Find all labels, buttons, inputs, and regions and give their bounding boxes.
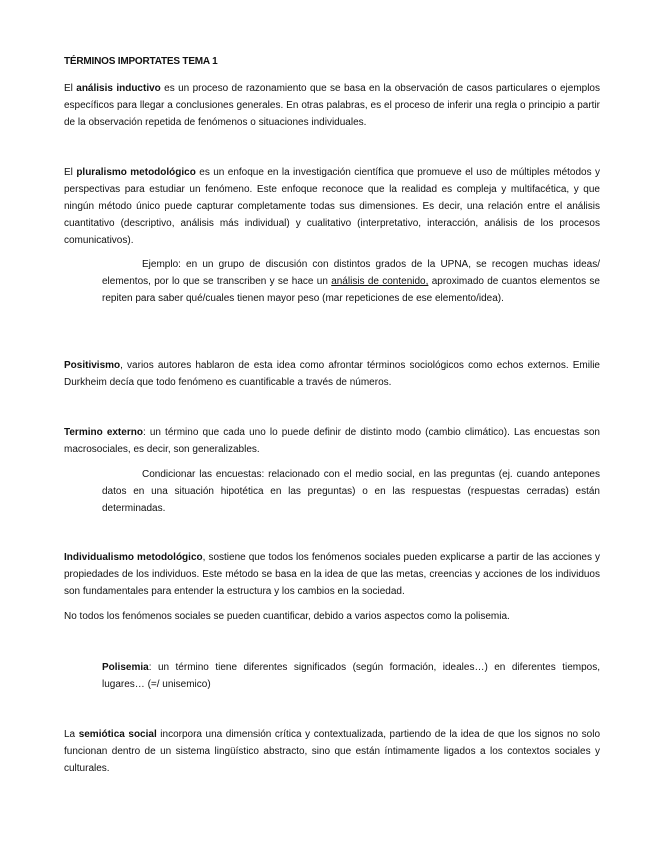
example-text-before: Ejemplo: en un grupo de discusión con distintos grados de la UPNA, se recogen muchas ideas/ elementos, por lo que se transcriben y se hace un <box>102 259 600 287</box>
underlined-analisis-contenido: análisis de contenido, <box>331 276 429 287</box>
document-title: TÉRMINOS IMPORTATES TEMA 1 <box>64 56 218 67</box>
paragraph-individualismo-metodologico <box>64 549 600 600</box>
example-text: Condicionar las encuestas: relacionado con el medio social, en las preguntas (ej. cuando antepones datos en una situación hipotética en las preguntas) o en las respuestas (respuestas cerradas) están determinadas. <box>102 469 600 514</box>
text-prefix: La <box>64 729 79 740</box>
paragraph-termino-externo <box>64 424 600 458</box>
example-condicionar-encuestas <box>102 466 600 517</box>
paragraph-analisis-inductivo <box>64 80 600 131</box>
paragraph-semiotica-social <box>64 726 600 777</box>
note-text: No todos los fenómenos sociales se pueden cuantificar, debido a varios aspectos como la polisemia. <box>64 611 510 622</box>
paragraph-polisemia-note <box>64 608 600 625</box>
text-prefix: El <box>64 167 77 178</box>
text-prefix: El <box>64 83 77 94</box>
example-text-after: aproximado de cuantos elementos se repiten para saber qué/cuales tienen mayor peso (mar repeticiones de ese elemento/idea). <box>102 276 600 304</box>
term-termino-externo: Termino externo <box>64 427 143 438</box>
term-semiotica-social: semiótica social <box>78 729 157 740</box>
definition-text: : un término que cada uno lo puede definir de distinto modo (cambio climático). Las encuestas son macrosociales, es decir, son generalizables. <box>64 427 600 455</box>
term-pluralismo-metodologico: pluralismo metodológico <box>76 167 196 178</box>
definition-text: , varios autores hablaron de esta idea como afrontar términos sociológicos como echos externos. Emilie Durkheim decía que todo fenómeno es cuantificable a través de números. <box>64 360 600 388</box>
term-individualismo-metodologico: Individualismo metodológico <box>64 552 203 563</box>
term-analisis-inductivo: análisis inductivo <box>76 83 161 94</box>
term-positivismo: Positivismo <box>64 360 121 371</box>
term-polisemia: Polisemia <box>102 662 149 673</box>
definition-text: incorpora una dimensión crítica y contextualizada, partiendo de la idea de que los signos no solo funcionan dentro de un sistema lingüístico abstracto, sino que están íntimamente ligados a los contextos sociales y culturales. <box>64 729 601 774</box>
definition-text: es un proceso de razonamiento que se basa en la observación de casos particulares o ejemplos específicos para llegar a conclusiones generales. En otras palabras, es el proceso de inferir una regla o principio a partir de la observación repetida de fenómenos o situaciones individuales. <box>64 83 600 128</box>
definition-text: : un término tiene diferentes significados (según formación, ideales…) en diferentes tiempos, lugares… (=/ unisemico) <box>102 662 600 690</box>
paragraph-positivismo <box>64 357 600 391</box>
paragraph-pluralismo-metodologico <box>64 164 600 249</box>
definition-text: , sostiene que todos los fenómenos sociales pueden explicarse a partir de las acciones y propiedades de los individuos. Este método se basa en la idea de que las metas, creencias y acciones de los individuos son fundamentales para entender la estructura y los cambios en la sociedad. <box>64 552 600 597</box>
definition-polisemia <box>102 659 600 693</box>
example-upna <box>102 256 600 307</box>
definition-text: es un enfoque en la investigación científica que promueve el uso de múltiples métodos y perspectivas para estudiar un fenómeno. Este enfoque reconoce que la realidad es compleja y multifacética, y que ningún método único puede capturar completamente todas sus dimensiones. Es decir, una relación entre el análisis cuantitativo (descriptivo, análisis más individual) y cualitativo (interpretativo, interacción, análisis de los procesos comunicativos). <box>64 167 600 246</box>
